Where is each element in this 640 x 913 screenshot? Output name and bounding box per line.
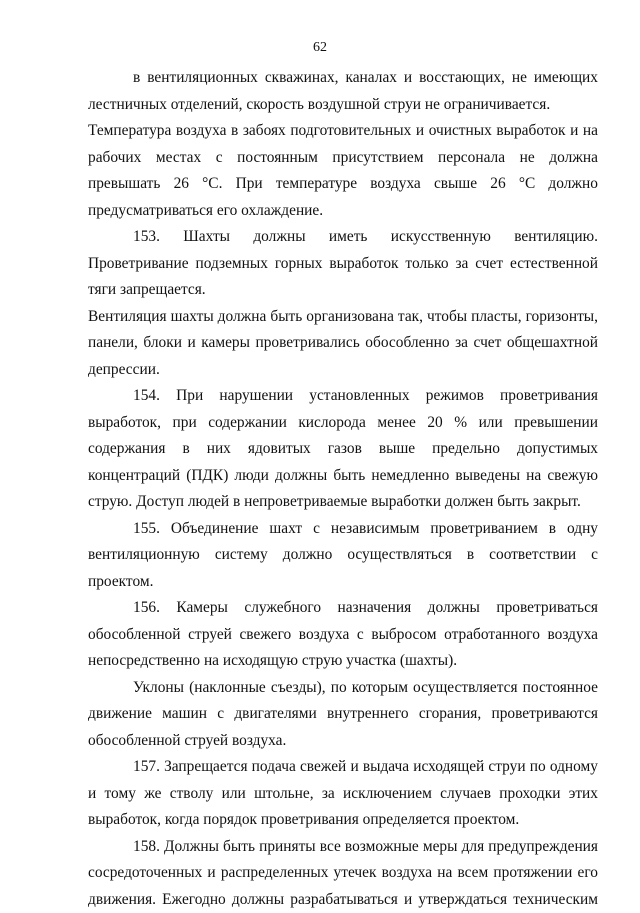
paragraph-158: 158. Должны быть приняты все возможные меры для предупреждения сосредоточенных и распределенных утечек воздуха на всем протяжении его движения. Ежегодно должны разрабатываться и утверждаться техническим [88, 834, 598, 913]
page-body [88, 65, 598, 913]
paragraph-157: 157. Запрещается подача свежей и выдача исходящей струи по одному и тому же стволу или штольне, за исключением случаев проходки этих выработок, когда порядок проветривания определяется проектом. [88, 754, 598, 834]
paragraph-ventilation-shafts: в вентиляционных скважинах, каналах и восстающих, не имеющих лестничных отделений, скорость воздушной струи не ограничивается. [88, 65, 598, 118]
paragraph-156: 156. Камеры служебного назначения должны проветриваться обособленной струей свежего воздуха с выбросом отработанного воздуха непосредственно на исходящую струю участка (шахты). [88, 595, 598, 675]
paragraph-154: 154. При нарушении установленных режимов проветривания выработок, при содержании кислорода менее 20 % или превышении содержания в них ядовитых газов выше предельно допустимых концентраций (ПДК) люди должны быть немедленно выведены на свежую струю. Доступ людей в непроветриваемые выработки должен быть закрыт. [88, 383, 598, 516]
paragraph-156-slopes: Уклоны (наклонные съезды), по которым осуществляется постоянное движение машин с двигателями внутреннего сгорания, проветриваются обособленной струей воздуха. [88, 675, 598, 755]
paragraph-153: 153. Шахты должны иметь искусственную вентиляцию. Проветривание подземных горных выработок только за счет естественной тяги запрещается. [88, 224, 598, 304]
paragraph-air-temperature: Температура воздуха в забоях подготовительных и очистных выработок и на рабочих местах с постоянным присутствием персонала не должна превышать 26 °С. При температуре воздуха свыше 26 °С должно предусматриваться его охлаждение. [88, 118, 598, 224]
paragraph-155: 155. Объединение шахт с независимым проветриванием в одну вентиляционную систему должно осуществляться в соответствии с проектом. [88, 516, 598, 596]
paragraph-153-ventilation-organization: Вентиляция шахты должна быть организована так, чтобы пласты, горизонты, панели, блоки и камеры проветривались обособленно за счет общешахтной депрессии. [88, 304, 598, 384]
page-number: 62 [0, 40, 640, 56]
